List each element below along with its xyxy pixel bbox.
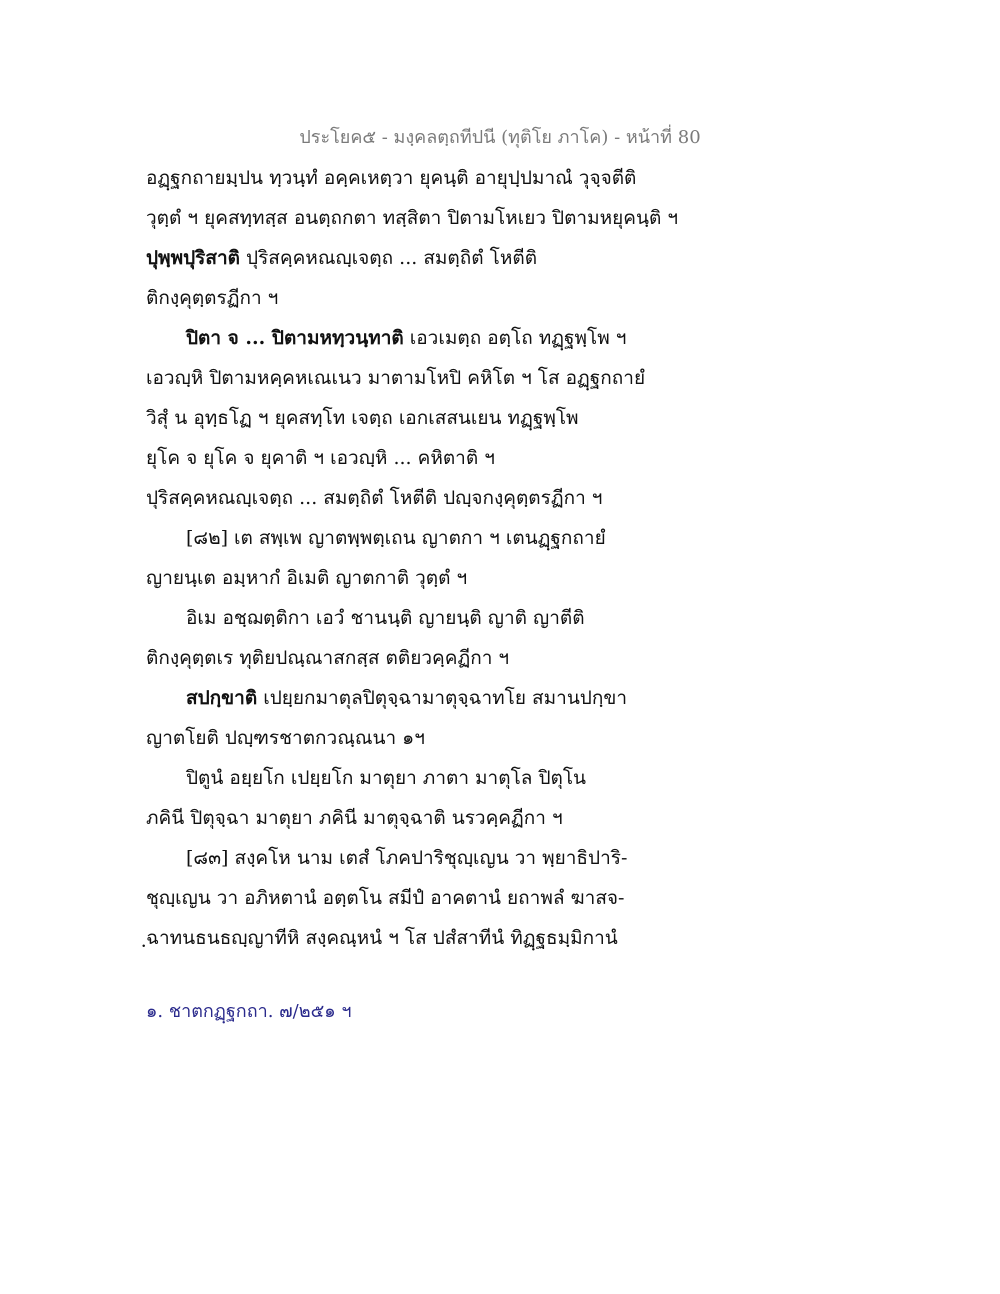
text-line: ยุโค จ ยุโค จ ยุคาติ ฯ เอวญฺหิ ... คหิตาติ ฯ (146, 447, 495, 469)
paragraph-start: ปิตา จ ... ปิตามหทฺวนฺทาติ เอวเมตฺถ อตฺโถ ทฏฺฐพฺโพ ฯ (186, 327, 627, 349)
text-line: ญาตโยติ ปญฺฑรชาตกวณฺณนา ๑ฯ (146, 727, 425, 749)
bold-term: ปุพฺพปุริสาติ (146, 247, 240, 269)
body-text (146, 158, 706, 958)
text-line: ติกงฺคุตฺตรฏีกา ฯ (146, 287, 279, 309)
text-line: ติกงฺคุตฺตเร ทุติยปณฺณาสกสฺส ตติยวคฺคฏีกา ฯ (146, 647, 510, 669)
paragraph-start: [๘๓] สงฺคโห นาม เตสํ โภคปาริชุญฺเญน วา พฺยาธิปาริ- (186, 847, 628, 869)
paragraph-start: อิเม อชฺฌตฺติกา เอวํ ชานนฺติ ญายนฺติ ญาติ ญาตีติ (186, 607, 585, 629)
paragraph-start: สปกฺขาติ เปยฺยกมาตุลปิตุจฺฉามาตุจฺฉาทโย สมานปกฺขา (186, 687, 628, 709)
text-line: ปุริสคฺคหณญฺเจตฺถ ... สมตฺถิตํ โหตีติ ปญฺจกงฺคุตฺตรฏีกา ฯ (146, 487, 603, 509)
text-line: อฏฺฐกถายมฺปน ทฺวนฺทํ อคฺคเหตฺวา ยุคนฺติ อายุปฺปมาณํ วุจฺจตีติ (146, 167, 637, 189)
paragraph-start: ปิตูนํ อยฺยโก เปยฺยโก มาตุยา ภาตา มาตุโล ปิตุโน (186, 767, 587, 789)
text-line: ปุพฺพปุริสาติ ปุริสคฺคหณญฺเจตฺถ ... สมตฺถิตํ โหตีติ (146, 247, 538, 269)
bold-term: ปิตา จ ... ปิตามหทฺวนฺทาติ (186, 327, 404, 349)
text-line: เอวญฺหิ ปิตามหคฺคหเณเนว มาตามโหปิ คหิโต ฯ โส อฏฺฐกถายํ (146, 367, 646, 389)
text-line: ชุญฺเญน วา อภิหตานํ อตฺตโน สมีปํ อาคตานํ ยถาพลํ ฆาสจ- (146, 887, 625, 909)
footnote: ๑. ชาตกฏฺฐกถา. ๗/๒๕๑ ฯ (146, 1001, 352, 1022)
text-line: ภคินี ปิตุจฺฉา มาตุยา ภคินี มาตุจฺฉาติ นรวคฺคฏีกา ฯ (146, 807, 563, 829)
text-line: วิสุํ น อุทฺธโฏ ฯ ยุคสทฺโท เจตฺถ เอกเสสนเยน ทฏฺฐพฺโพ (146, 407, 579, 429)
bold-term: สปกฺขาติ (186, 687, 258, 709)
text-line: วุตฺตํ ฯ ยุคสทฺทสฺส อนตฺถกตา ทสฺสิตา ปิตามโหเยว ปิตามหยุคนฺติ ฯ (146, 207, 679, 229)
text-line: ญายนฺเต อมฺหากํ อิเมติ ญาตกาติ วุตฺตํ ฯ (146, 567, 468, 589)
paragraph-start: [๘๒] เต สพฺเพ ญาตพฺพตฺเถน ญาตกา ฯ เตนฏฺฐกถายํ (186, 527, 606, 549)
text-line: ฺฉาทนธนธญฺญาทีหิ สงฺคณฺหนํ ฯ โส ปสํสาทีนํ ทิฏฺฐธมฺมิกานํ (146, 927, 618, 949)
page-header: ประโยค๕ - มงฺคลตฺถทีปนี (ทุติโย ภาโค) - หน้าที่ 80 (299, 127, 701, 148)
